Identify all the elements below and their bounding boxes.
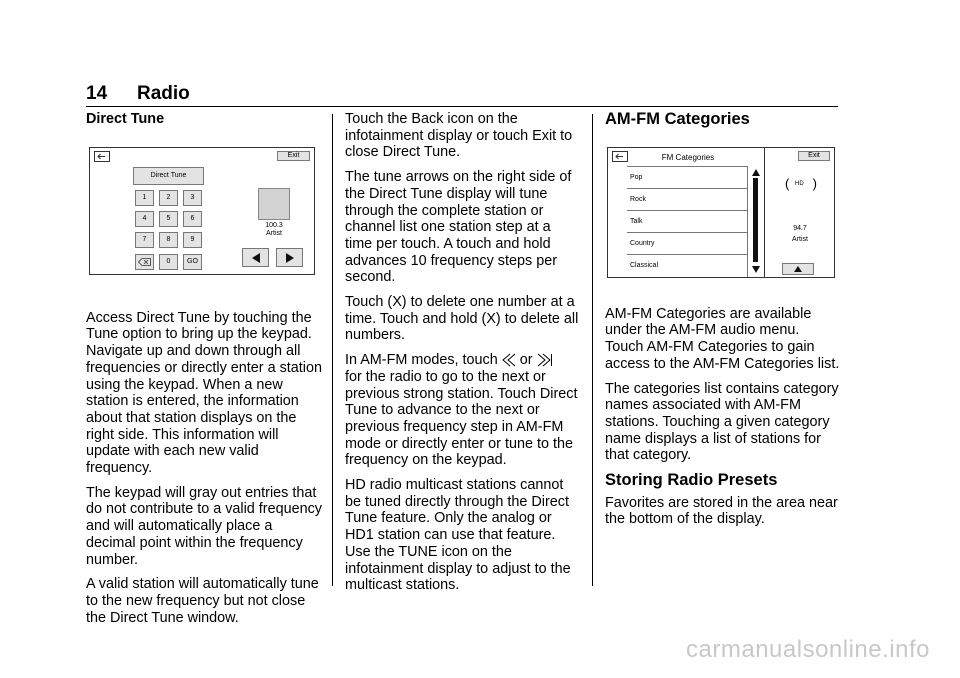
back-icon bbox=[94, 151, 110, 162]
seek-or-text: or bbox=[519, 352, 533, 369]
back-icon bbox=[612, 151, 628, 162]
key-3: 3 bbox=[183, 190, 202, 206]
key-2: 2 bbox=[159, 190, 178, 206]
arrow-right-icon bbox=[285, 253, 295, 263]
key-4: 4 bbox=[135, 211, 154, 227]
col1-paragraph-2: The keypad will gray out entries that do not contribute to a valid frequency and will automatically place a decimal point within the frequency number. bbox=[86, 484, 322, 568]
col2-paragraph-last: HD radio multicast stations cannot be tuned directly through the Direct Tune feature. Only the analog or HD1 station can use that feature. Use the TUNE icon on the infotainment display to adjust to the multicast stations. bbox=[345, 477, 571, 594]
album-art-placeholder bbox=[258, 188, 290, 220]
category-pop: Pop bbox=[627, 167, 747, 189]
station-artist: Artist bbox=[266, 230, 282, 237]
col3-paragraph-last: Favorites are stored in the area near the bottom of the display. bbox=[605, 494, 838, 528]
col3-paragraph-1: AM-FM Categories are available under the AM-FM audio menu. Touch AM-FM Categories to gain access to the AM-FM Categories list. bbox=[605, 305, 840, 372]
key-7: 7 bbox=[135, 232, 154, 248]
key-0: 0 bbox=[159, 254, 178, 270]
column-divider-2 bbox=[592, 114, 593, 586]
arrow-left-icon bbox=[251, 253, 261, 263]
key-6: 6 bbox=[183, 211, 202, 227]
am-fm-categories-heading: AM-FM Categories bbox=[605, 110, 750, 128]
backspace-icon bbox=[138, 258, 151, 266]
col2-paragraph-2: The tune arrows on the right side of the Direct Tune display will tune through the complete station or channel list one station step at a time per touch. A touch and hold advances 10 frequency steps per second. bbox=[345, 169, 572, 286]
key-5: 5 bbox=[159, 211, 178, 227]
hd-label: HD bbox=[795, 181, 804, 187]
key-8: 8 bbox=[159, 232, 178, 248]
station-frequency: 94.7 bbox=[793, 225, 807, 232]
category-rock: Rock bbox=[627, 189, 747, 211]
col2-seek-paragraph bbox=[345, 352, 581, 469]
direct-tune-heading: Direct Tune bbox=[86, 111, 165, 127]
seek-back-icon bbox=[502, 353, 516, 367]
station-frequency: 100.3 bbox=[265, 222, 283, 229]
figure-divider bbox=[764, 148, 765, 277]
categories-list bbox=[627, 166, 748, 277]
category-classical: Classical bbox=[630, 262, 659, 269]
direct-tune-figure bbox=[89, 147, 315, 275]
col2-paragraph-1: Touch the Back icon on the infotainment display or touch Exit to close Direct Tune. bbox=[345, 111, 573, 161]
category-country: Country bbox=[627, 233, 747, 255]
watermark: carmanualsonline.info bbox=[686, 636, 930, 663]
storing-presets-heading: Storing Radio Presets bbox=[605, 471, 778, 490]
hd-radio-logo: ( HD ) bbox=[785, 176, 817, 191]
fm-categories-figure bbox=[607, 147, 835, 278]
scroll-down-icon bbox=[752, 266, 760, 273]
key-9: 9 bbox=[183, 232, 202, 248]
delete-key bbox=[135, 254, 154, 270]
scroll-up-icon bbox=[752, 169, 760, 176]
triangle-up-icon bbox=[794, 266, 802, 272]
go-key: GO bbox=[183, 254, 202, 270]
station-artist: Artist bbox=[792, 236, 808, 243]
exit-button: Exit bbox=[798, 151, 830, 161]
direct-tune-button: Direct Tune bbox=[133, 167, 204, 185]
col3-paragraph-2: The categories list contains category names associated with AM-FM stations. Touching a given category name displays a list of stations for that category. bbox=[605, 380, 839, 464]
column-divider-1 bbox=[332, 114, 333, 586]
seek-forward-icon bbox=[537, 353, 553, 367]
seek-lead-text: In AM-FM modes, touch bbox=[345, 352, 498, 369]
scrollbar bbox=[753, 178, 758, 262]
expand-up-button bbox=[782, 263, 814, 275]
seek-rest-text: for the radio to go to the next or previous strong station. Touch Direct Tune to advance to the next or previous frequency step in AM-FM mode or directly enter or tune to the frequency on the keypad. bbox=[345, 368, 578, 469]
category-talk: Talk bbox=[627, 211, 747, 233]
col1-paragraph-1: Access Direct Tune by touching the Tune option to bring up the keypad. Navigate up and down through all frequencies or directly enter a station using the keypad. When a new station is entered, the information about that station displays on the right side. This information will update with each new valid frequency. bbox=[86, 309, 322, 477]
exit-button: Exit bbox=[277, 151, 310, 161]
page-number: 14 bbox=[86, 83, 108, 104]
section-title: Radio bbox=[137, 83, 190, 104]
key-1: 1 bbox=[135, 190, 154, 206]
tune-up-button bbox=[276, 248, 303, 267]
column-2 bbox=[345, 111, 581, 602]
col1-paragraph-3: A valid station will automatically tune to the new frequency but not close the Direct Tune window. bbox=[86, 576, 319, 626]
col2-paragraph-3: Touch (X) to delete one number at a time. Touch and hold (X) to delete all numbers. bbox=[345, 294, 579, 344]
tune-down-button bbox=[242, 248, 269, 267]
page-header bbox=[86, 80, 838, 107]
fm-categories-title: FM Categories bbox=[661, 153, 715, 162]
